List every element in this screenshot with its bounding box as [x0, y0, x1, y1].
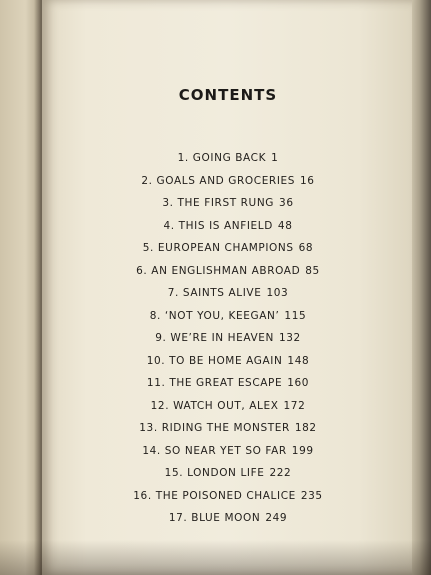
chapter-title: 1. GOING BACK: [177, 152, 267, 164]
contents-entry: [42, 375, 414, 398]
contents-entry: [42, 173, 414, 196]
chapter-title: 2. GOALS AND GROCERIES: [141, 174, 296, 187]
chapter-title: 15. LONDON LIFE: [164, 467, 265, 479]
page-number: 199: [291, 444, 314, 457]
page-number: 85: [305, 264, 320, 277]
chapter-title: 8. ‘NOT YOU, KEEGAN’: [149, 309, 280, 322]
page-number: 16: [300, 174, 315, 187]
chapter-title: 16. THE POISONED CHALICE: [133, 489, 296, 502]
chapter-title: 10. TO BE HOME AGAIN: [146, 354, 283, 367]
page-number: 182: [294, 422, 317, 434]
page-stack-edge: [412, 0, 431, 575]
chapter-title: 6. AN ENGLISHMAN ABROAD: [136, 264, 301, 277]
chapter-title: 3. THE FIRST RUNG: [162, 197, 275, 209]
contents-entry: [42, 263, 414, 286]
page-number: 115: [284, 309, 307, 322]
contents-entry: [42, 308, 414, 331]
contents-entry: [42, 218, 414, 241]
page-number: 36: [279, 197, 294, 209]
page-number: 249: [265, 512, 288, 524]
page-title: CONTENTS: [178, 86, 278, 104]
page-number: 103: [266, 287, 289, 299]
contents-entry: [42, 195, 414, 218]
chapter-title: 12. WATCH OUT, ALEX: [150, 399, 279, 412]
page-number: 148: [287, 354, 310, 367]
contents-entry: [42, 330, 414, 353]
contents-entry: [42, 285, 414, 308]
contents-entry: [42, 353, 414, 376]
contents-entry: [42, 420, 414, 443]
page-number: 172: [283, 399, 306, 412]
page-number: 235: [300, 489, 323, 502]
page-number: 48: [277, 219, 293, 232]
chapter-title: 7. SAINTS ALIVE: [167, 287, 262, 299]
contents-entry: [42, 488, 414, 511]
contents-entry: [42, 240, 414, 263]
page-number: 132: [278, 332, 301, 344]
contents-list: [42, 150, 414, 533]
chapter-title: 4. THIS IS ANFIELD: [163, 219, 273, 232]
chapter-title: 5. EUROPEAN CHAMPIONS: [142, 242, 294, 254]
shadow-overlay: [0, 540, 431, 575]
chapter-title: 11. THE GREAT ESCAPE: [146, 377, 283, 389]
page-number: 68: [298, 242, 314, 254]
contents-entry: [42, 150, 414, 173]
page-number: 160: [287, 377, 310, 389]
page-number: 1: [271, 152, 279, 164]
contents-entry: [42, 398, 414, 421]
contents-entry: [42, 465, 414, 488]
contents-entry: [42, 510, 414, 533]
contents-entry: [42, 443, 414, 466]
chapter-title: 13. RIDING THE MONSTER: [139, 422, 290, 434]
chapter-title: 17. BLUE MOON: [168, 512, 261, 524]
page-number: 222: [269, 467, 292, 479]
chapter-title: 9. WE’RE IN HEAVEN: [155, 332, 274, 344]
chapter-title: 14. SO NEAR YET SO FAR: [142, 444, 287, 457]
